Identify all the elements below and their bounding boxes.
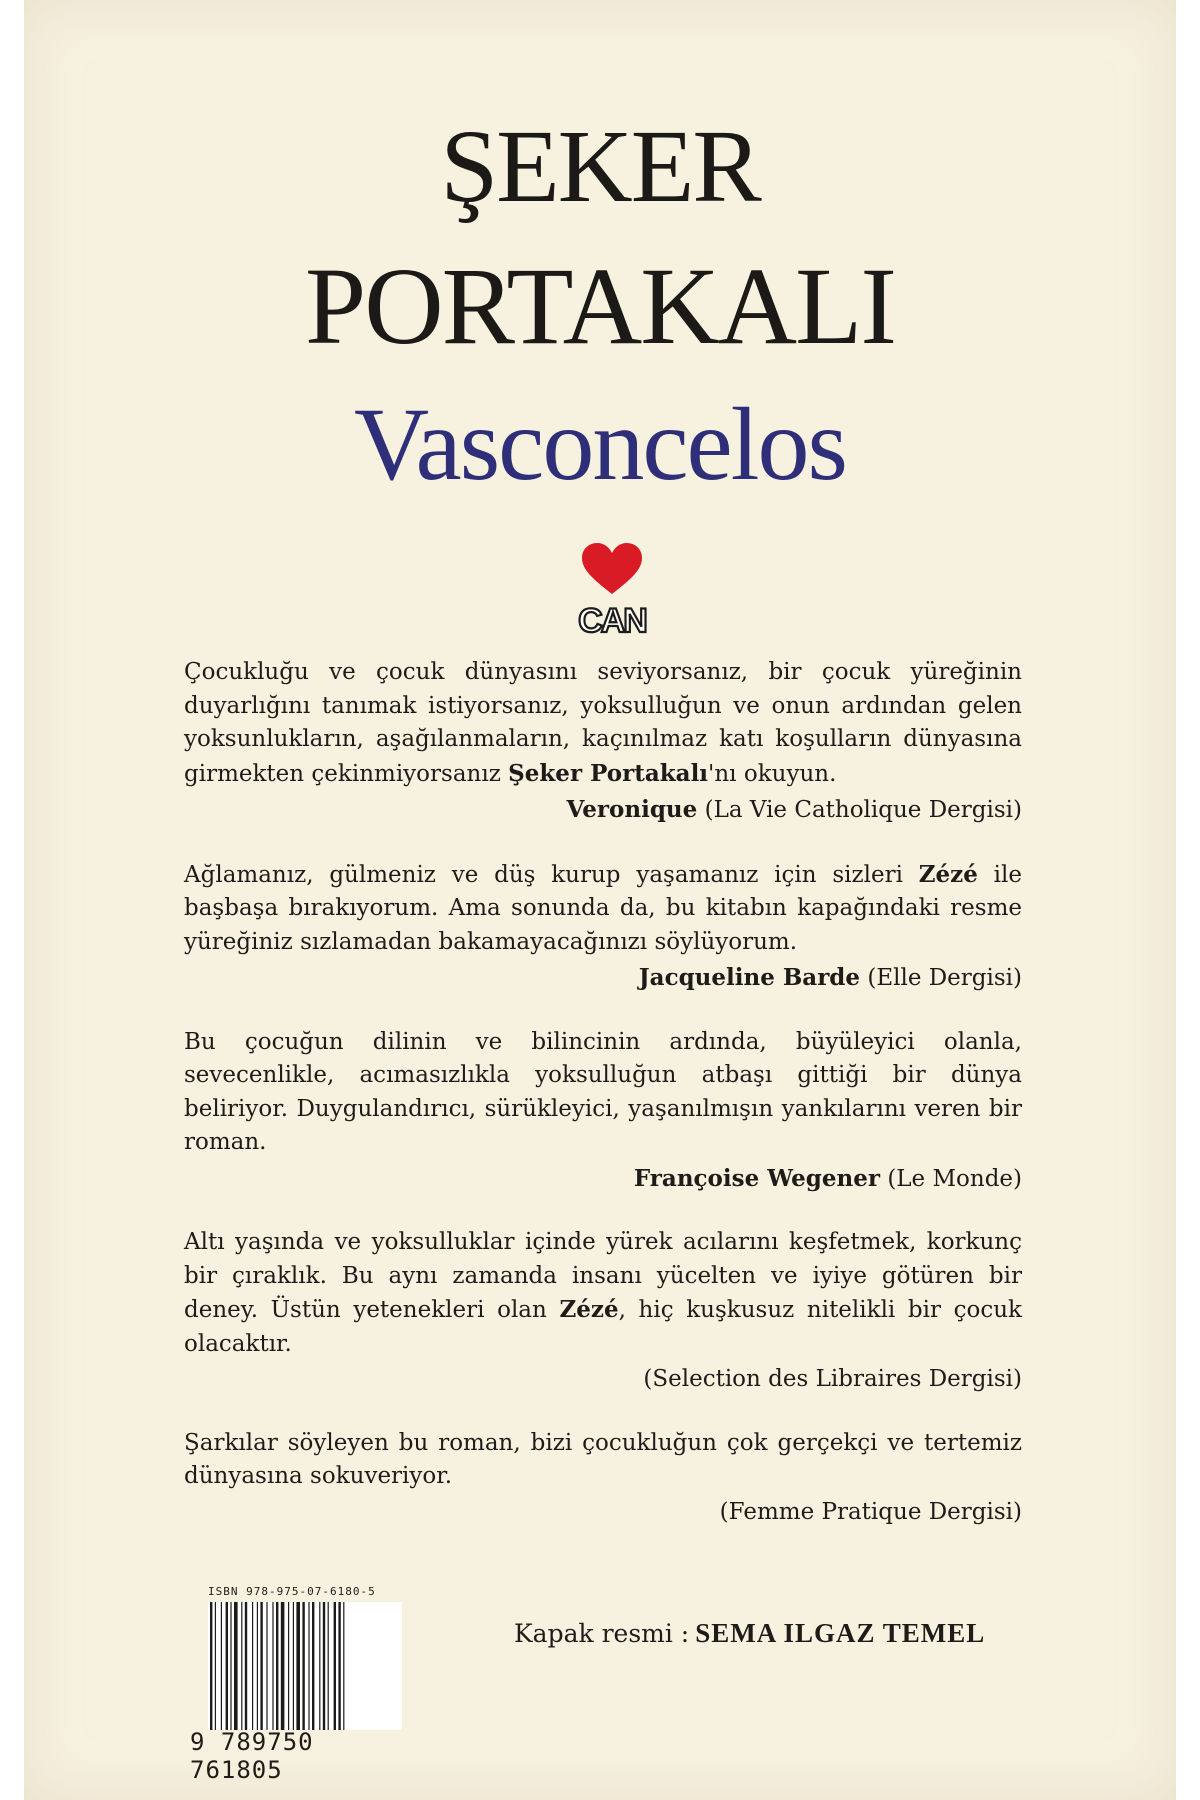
barcode-bar [260,1602,262,1730]
barcode-bar [241,1602,242,1730]
barcode-bar [308,1602,309,1730]
barcode-bar [338,1602,340,1730]
review-text: Altı yaşında ve yoksulluklar içinde yürek acılarını keşfetmek, korkunç bir çıraklık. Bu aynı zamanda insanı yücelten ve iyiye götüren bir deney. Üstün yetenekleri olan Zézé, hiç kuşkusuz nitelikli bir çocuk olacaktır. [184,1229,1022,1357]
barcode-bar [226,1602,228,1730]
publisher-name: CAN [578,602,646,640]
barcode-bar [323,1602,325,1730]
barcode-bar [281,1602,285,1730]
barcode-bar [334,1602,336,1730]
review-source: Jacqueline Barde (Elle Dergisi) [638,964,1022,991]
barcode-bar [252,1602,253,1730]
review-quote [184,858,1022,996]
barcode [208,1602,402,1730]
barcode-bar [328,1602,329,1730]
barcode-bar [302,1602,304,1730]
barcode-bar [215,1602,216,1730]
barcode-bar [257,1602,258,1730]
barcode-bar [221,1602,222,1730]
review-quote [184,1026,1022,1197]
review-quote [184,656,1022,828]
review-source: Veronique (La Vie Catholique Dergisi) [566,796,1022,823]
barcode-bar [266,1602,267,1730]
isbn-label: ISBN 978-975-07-6180-5 [208,1585,376,1598]
review-quotes [184,656,1022,1559]
barcode-bar [288,1602,289,1730]
review-source: Françoise Wegener (Le Monde) [633,1164,1022,1192]
publisher-logo [564,540,660,640]
barcode-bar [272,1602,273,1730]
barcode-bar [276,1602,278,1730]
cover-credit-label: Kapak resmi : [514,1619,690,1648]
title-line-1: ŞEKER [440,109,760,224]
barcode-bar [293,1602,294,1730]
barcode-bar [234,1602,238,1730]
barcode-bar [210,1602,212,1730]
cover-artist: SEMA ILGAZ TEMEL [695,1618,986,1648]
barcode-bar [296,1602,300,1730]
title-line-2: PORTAKALI [305,245,895,367]
barcode-bar [312,1602,314,1730]
barcode-bar [343,1602,344,1730]
review-quote [184,1427,1022,1530]
review-text: Bu çocuğun dilinin ve bilincinin ardında, büyüleyici olanla, sevecenlikle, acımasızlıkla yoksulluğun atbaşı gittiği bir dünya beliriyor. Duygulandırıcı, sürükleyici, yaşanılmışın yankılarını veren bir roman. [184,1028,1022,1155]
cover-credit [514,1618,985,1649]
barcode-number: 9 789750 761805 [190,1728,314,1784]
barcode-bar [245,1602,247,1730]
review-quote [184,1226,1022,1397]
review-text: Şarkılar söyleyen bu roman, bizi çocukluğun çok gerçekçi ve tertemiz dünyasına sokuveriyor. [184,1429,1022,1489]
heart-icon [582,543,642,594]
barcode-bar [319,1602,320,1730]
author-name: Vasconcelos [353,387,847,502]
review-text: Ağlamanız, gülmeniz ve düş kurup yaşamanız için sizleri Zézé ile başbaşa bırakıyorum. Ama sonunda da, bu kitabın kapağındaki resme yüreğiniz sızlamadan bakamayacağınızı söylüyorum. [184,860,1022,955]
review-source: (Selection des Libraires Dergisi) [643,1366,1022,1392]
barcode-bar [230,1602,231,1730]
review-source: (Femme Pratique Dergisi) [719,1498,1022,1525]
review-text: Çocukluğu ve çocuk dünyasını seviyorsanız, bir çocuk yüreğinin duyarlığını tanımak istiyorsanız, yoksulluğun ve onun ardından gelen yoksunlukların, aşağılanmaların, kaçınılmaz katı koşulların dünyasına girmekten çekinmiyorsanız Şeker Portakalı'nı okuyun. [184,659,1022,787]
